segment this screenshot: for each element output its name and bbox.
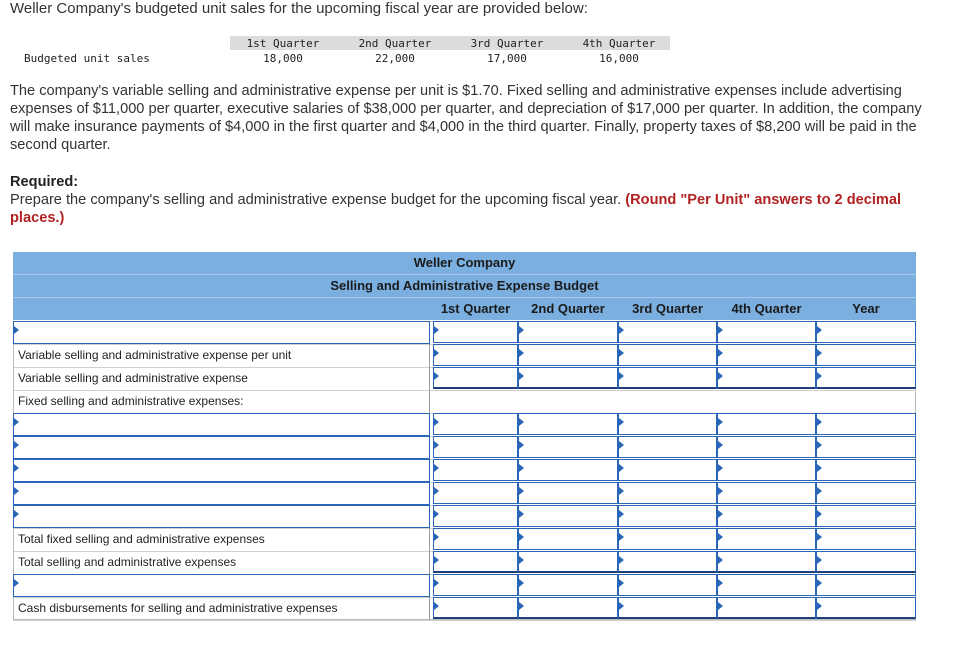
unit-sales-row-label: Budgeted unit sales [24,52,150,65]
budget-row [13,528,916,552]
input-marker-icon [434,556,439,564]
input-marker-icon [718,487,723,495]
input-marker-icon [519,579,524,587]
input-marker-icon [817,441,822,449]
budget-input-year[interactable] [816,574,916,596]
budget-col-q4: 4th Quarter [717,298,816,320]
dropdown-marker-icon [14,326,19,334]
input-marker-icon [619,579,624,587]
budget-row [13,344,916,368]
input-marker-icon [817,418,822,426]
input-marker-icon [718,349,723,357]
row-label: Total selling and administrative expenses [13,551,430,574]
unit-sales-header-blank [10,36,230,50]
row-label: Fixed selling and administrative expenses: [13,390,430,413]
budget-input-q4[interactable] [717,482,816,504]
input-marker-icon [619,510,624,518]
unit-sales-header-q1: 1st Quarter [246,37,320,50]
budget-input-q4[interactable] [717,597,816,619]
budget-input-q3[interactable] [618,321,717,343]
input-marker-icon [434,487,439,495]
input-marker-icon [434,326,439,334]
input-marker-icon [718,418,723,426]
budget-input-q3[interactable] [618,436,717,458]
row-label-select[interactable] [13,574,430,597]
budget-input-q4[interactable] [717,413,816,435]
budget-input-q4[interactable] [717,344,816,366]
budget-input-q3[interactable] [618,367,717,389]
unit-sales-q1: 18,000 [263,52,303,65]
budget-row [13,505,916,529]
budget-title: Selling and Administrative Expense Budget [13,275,916,298]
budget-input-year[interactable] [816,344,916,366]
input-marker-icon [619,487,624,495]
input-marker-icon [519,349,524,357]
budget-header-blank [13,298,433,320]
input-marker-icon [718,602,723,610]
problem-paragraph: The company's variable selling and administrative expense per unit is $1.70. Fixed selling and administrative expenses include advertising expenses of $11,000 per quarter, executive salaries of $38,000 per quarter, and depreciation of $17,000 per quarter. In addition, the company will make insurance payments of $4,000 in the first quarter and $4,000 in the third quarter. Finally, property taxes of $8,200 will be paid in the second quarter. [10,83,922,153]
input-marker-icon [434,579,439,587]
required-title: Required: [10,174,79,190]
budget-input-q4[interactable] [717,459,816,481]
budget-input-q1[interactable] [433,459,518,481]
input-marker-icon [817,556,822,564]
budget-input-q2[interactable] [518,321,618,343]
input-marker-icon [817,487,822,495]
input-marker-icon [434,372,439,380]
input-marker-icon [434,464,439,472]
budget-input-q4[interactable] [717,436,816,458]
input-marker-icon [519,602,524,610]
budget-input-year[interactable] [816,436,916,458]
rounding-note: (Round "Per Unit" answers to 2 decimal places.) [10,192,902,226]
input-marker-icon [434,510,439,518]
budget-col-q2: 2nd Quarter [518,298,618,320]
input-marker-icon [817,372,822,380]
budget-input-q2[interactable] [518,367,618,389]
row-label: Variable selling and administrative expense [13,367,430,390]
budget-input-q1[interactable] [433,482,518,504]
input-marker-icon [817,464,822,472]
budget-input-year[interactable] [816,367,916,389]
input-marker-icon [619,533,624,541]
row-label-select[interactable] [13,321,430,344]
budget-input-q3[interactable] [618,551,717,573]
budget-input-q2[interactable] [518,551,618,573]
budget-input-q2[interactable] [518,459,618,481]
budget-input-year[interactable] [816,505,916,527]
dropdown-marker-icon [14,579,19,587]
budget-input-q1[interactable] [433,321,518,343]
unit-sales-q2: 22,000 [375,52,415,65]
budget-col-q3: 3rd Quarter [618,298,717,320]
budget-input-q2[interactable] [518,505,618,527]
budget-input-q1[interactable] [433,413,518,435]
budget-input-q4[interactable] [717,528,816,550]
budget-input-q2[interactable] [518,413,618,435]
input-marker-icon [434,533,439,541]
row-label-select[interactable] [13,482,430,505]
budget-input-q2[interactable] [518,597,618,619]
budget-input-q3[interactable] [618,597,717,619]
budget-input-year[interactable] [816,597,916,619]
dropdown-marker-icon [14,418,19,426]
input-marker-icon [619,326,624,334]
budget-input-q1[interactable] [433,574,518,596]
dropdown-marker-icon [14,510,19,518]
input-marker-icon [619,602,624,610]
budget-input-q4[interactable] [717,505,816,527]
budget-input-q1[interactable] [433,551,518,573]
input-marker-icon [718,533,723,541]
budget-row [13,436,916,460]
input-marker-icon [519,326,524,334]
input-marker-icon [434,441,439,449]
budget-row [13,459,916,483]
budget-row [13,390,916,414]
input-marker-icon [718,579,723,587]
budget-input-q2[interactable] [518,482,618,504]
budget-input-q4[interactable] [717,551,816,573]
input-marker-icon [519,418,524,426]
input-marker-icon [817,602,822,610]
input-marker-icon [619,441,624,449]
budget-input-q3[interactable] [618,413,717,435]
input-marker-icon [718,556,723,564]
budget-input-q1[interactable] [433,505,518,527]
budget-company-name: Weller Company [13,252,916,275]
dropdown-marker-icon [14,441,19,449]
row-label-select[interactable] [13,459,430,482]
budget-input-year[interactable] [816,321,916,343]
dropdown-marker-icon [14,487,19,495]
input-marker-icon [519,372,524,380]
required-instruction: Prepare the company's selling and administrative expense budget for the upcoming fiscal year. [10,192,622,208]
budget-input-q1[interactable] [433,528,518,550]
input-marker-icon [519,487,524,495]
budget-row [13,367,916,391]
input-marker-icon [434,418,439,426]
unit-sales-q3: 17,000 [487,52,527,65]
budget-input-year[interactable] [816,482,916,504]
budget-input-q2[interactable] [518,528,618,550]
input-marker-icon [718,510,723,518]
budget-input-year[interactable] [816,551,916,573]
budget-input-q4[interactable] [717,367,816,389]
budget-input-year[interactable] [816,528,916,550]
required-text [10,191,940,227]
input-marker-icon [619,556,624,564]
input-marker-icon [434,349,439,357]
row-label-select[interactable] [13,505,430,528]
budget-input-year[interactable] [816,459,916,481]
input-marker-icon [619,464,624,472]
budget-input-q4[interactable] [717,574,816,596]
input-marker-icon [519,533,524,541]
budget-row [13,574,916,598]
unit-sales-header-q3: 3rd Quarter [470,37,544,50]
budget-input-q3[interactable] [618,574,717,596]
row-label: Variable selling and administrative expense per unit [13,344,430,367]
row-label: Cash disbursements for selling and administrative expenses [13,597,430,620]
budget-row [13,482,916,506]
dropdown-marker-icon [14,464,19,472]
unit-sales-header-q2: 2nd Quarter [358,37,432,50]
input-marker-icon [718,441,723,449]
budget-col-q1: 1st Quarter [433,298,518,320]
intro-text: Weller Company's budgeted unit sales for the upcoming fiscal year are provided below: [10,0,588,17]
budget-row [13,597,916,621]
budget-row [13,321,916,345]
budget-input-q2[interactable] [518,344,618,366]
input-marker-icon [817,326,822,334]
budget-input-q2[interactable] [518,574,618,596]
row-label-select[interactable] [13,413,430,436]
input-marker-icon [519,556,524,564]
input-marker-icon [718,372,723,380]
input-marker-icon [718,464,723,472]
budget-input-q3[interactable] [618,528,717,550]
input-marker-icon [817,533,822,541]
budget-col-year: Year [816,298,916,320]
input-marker-icon [434,602,439,610]
input-marker-icon [817,510,822,518]
budget-input-year[interactable] [816,413,916,435]
budget-input-q3[interactable] [618,459,717,481]
budget-input-q1[interactable] [433,597,518,619]
unit-sales-q4: 16,000 [599,52,639,65]
budget-input-q1[interactable] [433,367,518,389]
unit-sales-header-q4: 4th Quarter [582,37,656,50]
input-marker-icon [519,510,524,518]
input-marker-icon [619,372,624,380]
budget-input-q1[interactable] [433,436,518,458]
unit-sales-table [10,36,670,66]
input-marker-icon [519,441,524,449]
row-label-select[interactable] [13,436,430,459]
budget-input-q3[interactable] [618,482,717,504]
input-marker-icon [619,349,624,357]
budget-input-q2[interactable] [518,436,618,458]
input-marker-icon [817,349,822,357]
budget-row [13,413,916,437]
input-marker-icon [519,464,524,472]
input-marker-icon [718,326,723,334]
budget-input-q3[interactable] [618,344,717,366]
input-marker-icon [817,579,822,587]
budget-input-q1[interactable] [433,344,518,366]
budget-input-q3[interactable] [618,505,717,527]
row-label: Total fixed selling and administrative expenses [13,528,430,551]
budget-input-q4[interactable] [717,321,816,343]
budget-row [13,551,916,575]
input-marker-icon [619,418,624,426]
